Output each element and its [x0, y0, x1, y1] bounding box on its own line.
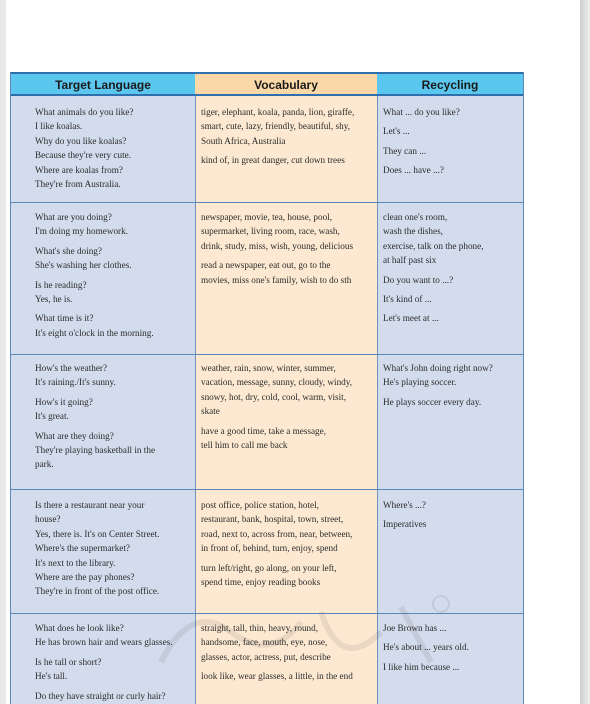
cell-line: post office, police station, hotel, — [201, 500, 319, 510]
cell-line: She's washing her clothes. — [35, 260, 132, 271]
row-1-vocabulary — [201, 105, 375, 168]
row-divider — [11, 354, 523, 355]
cell-line: exercise, talk on the phone, — [383, 240, 484, 251]
cell-line: How's the weather? — [35, 363, 108, 373]
row-2-vocabulary — [201, 210, 375, 287]
cell-line: kind of, in great danger, cut down trees — [201, 155, 345, 166]
cell-line: tiger, elephant, koala, panda, lion, giraffe, — [201, 107, 355, 117]
page-edge-shadow — [580, 0, 590, 704]
cell-line: Is there a restaurant near your — [35, 500, 145, 510]
cell-line: Where are the pay phones? — [35, 572, 135, 583]
column-divider — [377, 72, 378, 704]
cell-line: What are they doing? — [35, 430, 114, 441]
row-5-recycling — [383, 621, 521, 674]
cell-line: glasses, actor, actress, put, describe — [201, 651, 331, 662]
column-divider — [195, 72, 196, 704]
cell-line: clean one's room, — [383, 212, 448, 222]
cell-line: They're playing basketball in the — [35, 445, 156, 456]
cell-line: look like, wear glasses, a little, in the end — [201, 671, 353, 682]
cell-line: in front of, behind, turn, enjoy, spend — [201, 543, 338, 554]
row-divider — [11, 202, 523, 203]
cell-line: How's it going? — [35, 396, 93, 407]
cell-line: Is he tall or short? — [35, 656, 102, 667]
cell-line: Where's the supermarket? — [35, 543, 131, 554]
row-divider — [11, 489, 523, 490]
cell-line: Imperatives — [383, 519, 427, 530]
cell-line: It's next to the library. — [35, 557, 116, 568]
cell-line: Joe Brown has ... — [383, 623, 447, 633]
cell-line: It's raining./It's sunny. — [35, 377, 116, 388]
cell-line: I'm doing my homework. — [35, 226, 129, 237]
cell-line: read a newspaper, eat out, go to the — [201, 260, 331, 271]
cell-line: supermarket, living room, race, wash, — [201, 226, 340, 237]
cell-line: smart, cute, lazy, friendly, beautiful, shy, — [201, 121, 350, 132]
cell-line: He has brown hair and wears glasses. — [35, 637, 173, 648]
cell-line: They're in front of the post office. — [35, 586, 160, 597]
cell-line: It's great. — [35, 411, 69, 422]
cell-line: He's tall. — [35, 671, 68, 682]
cell-line: wash the dishes, — [383, 226, 443, 237]
cell-line: spend time, enjoy reading books — [201, 577, 321, 588]
cell-line: What's she doing? — [35, 245, 102, 256]
row-2-recycling — [383, 210, 521, 326]
cell-line: Where are koalas from? — [35, 164, 123, 175]
row-5-target — [35, 621, 193, 703]
cell-line: Do they have straight or curly hair? — [35, 690, 166, 701]
row-divider — [11, 613, 523, 614]
cell-line: vacation, message, sunny, cloudy, windy, — [201, 377, 353, 388]
cell-line: turn left/right, go along, on your left, — [201, 562, 337, 573]
cell-line: Where's ...? — [383, 500, 426, 510]
cell-line: Let's meet at ... — [383, 313, 439, 324]
cell-line: South Africa, Australia — [201, 135, 286, 146]
cell-line: Yes, he is. — [35, 294, 73, 305]
cell-line: Let's ... — [383, 126, 410, 137]
cell-line: skate — [201, 406, 220, 417]
cell-line: What time is it? — [35, 313, 94, 324]
cell-line: Does ... have ...? — [383, 165, 444, 176]
row-4-vocabulary — [201, 498, 375, 589]
cell-line: He plays soccer every day. — [383, 396, 482, 407]
cell-line: I like him because ... — [383, 661, 460, 672]
cell-line: snowy, hot, dry, cold, cool, warm, visit, — [201, 391, 347, 402]
cell-line: park. — [35, 459, 54, 470]
cell-line: They can ... — [383, 145, 427, 156]
cell-line: straight, tall, thin, heavy, round, — [201, 623, 319, 633]
row-1-recycling — [383, 105, 521, 178]
header-vocabulary: Vocabulary — [195, 74, 377, 94]
row-2-target — [35, 210, 193, 340]
cell-line: They're from Australia. — [35, 179, 121, 190]
cell-line: He's about ... years old. — [383, 642, 469, 653]
cell-line: handsome, face, mouth, eye, nose, — [201, 637, 328, 648]
cell-line: He's playing soccer. — [383, 377, 457, 388]
cell-line: What animals do you like? — [35, 107, 134, 117]
row-3-recycling — [383, 361, 521, 409]
row-4-target — [35, 498, 193, 599]
syllabus-table — [10, 72, 524, 704]
cell-line: What's John doing right now? — [383, 363, 493, 373]
cell-line: Do you want to ...? — [383, 274, 454, 285]
row-3-target — [35, 361, 193, 472]
row-1-target — [35, 105, 193, 191]
row-4-recycling — [383, 498, 521, 532]
cell-line: have a good time, take a message, — [201, 425, 327, 436]
cell-line: at half past six — [383, 255, 437, 266]
cell-line: movies, miss one's family, wish to do sth — [201, 274, 352, 285]
table-header — [11, 72, 523, 96]
cell-line: Because they're very cute. — [35, 150, 132, 161]
cell-line: house? — [35, 514, 61, 525]
cell-line: It's eight o'clock in the morning. — [35, 327, 154, 338]
row-3-vocabulary — [201, 361, 375, 452]
cell-line: drink, study, miss, wish, young, delicious — [201, 240, 354, 251]
cell-line: road, next to, across from, near, between, — [201, 528, 353, 539]
header-target-language: Target Language — [11, 74, 195, 94]
cell-line: What does he look like? — [35, 623, 124, 633]
cell-line: Is he reading? — [35, 279, 87, 290]
cell-line: What ... do you like? — [383, 107, 460, 117]
header-recycling: Recycling — [377, 74, 523, 94]
cell-line: weather, rain, snow, winter, summer, — [201, 363, 336, 373]
cell-line: tell him to call me back — [201, 440, 288, 451]
cell-line: I like koalas. — [35, 121, 83, 132]
cell-line: newspaper, movie, tea, house, pool, — [201, 212, 333, 222]
cell-line: What are you doing? — [35, 212, 112, 222]
row-5-vocabulary — [201, 621, 375, 684]
cell-line: Why do you like koalas? — [35, 135, 127, 146]
cell-line: restaurant, bank, hospital, town, street, — [201, 514, 344, 525]
cell-line: Yes, there is. It's on Center Street. — [35, 528, 160, 539]
cell-line: It's kind of ... — [383, 294, 432, 305]
